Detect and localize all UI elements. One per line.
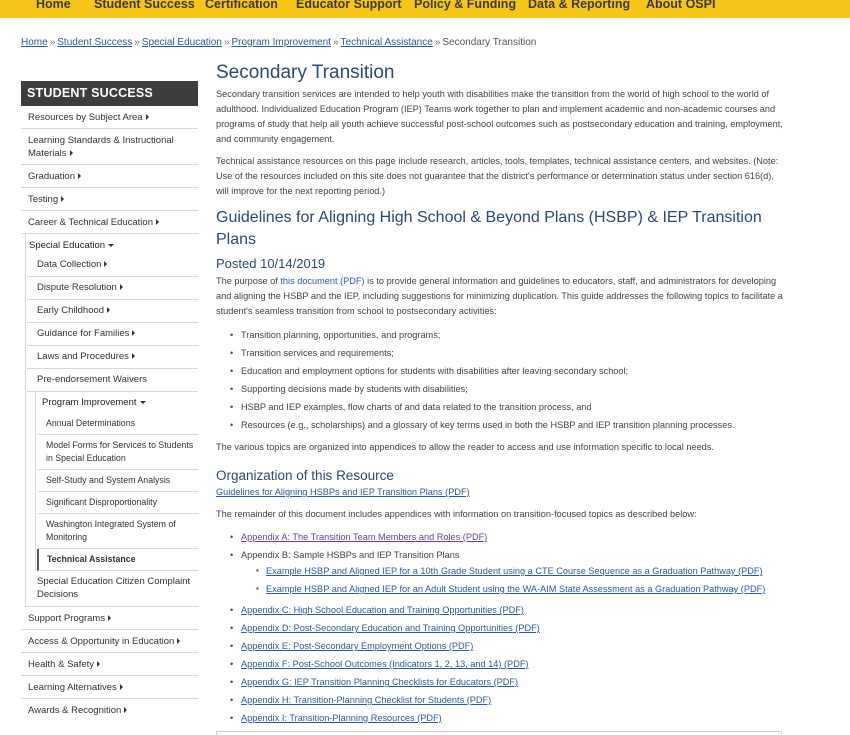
sidebar-item-annual-determinations[interactable]: Annual Determinations — [38, 413, 198, 435]
organization-doc-paragraph — [216, 485, 786, 500]
sidebar-item-early-childhood[interactable] — [27, 300, 198, 323]
sidebar-item-label: Learning Alternatives — [28, 682, 117, 693]
list-item: • Supporting decisions made by students with disabilities; — [216, 383, 786, 395]
caret-right-icon — [97, 661, 100, 667]
sidebar-item-testing[interactable] — [21, 188, 198, 211]
sidebar-program-improvement-group — [35, 392, 198, 571]
breadcrumb-current: Secondary Transition — [442, 37, 537, 48]
list-item — [216, 694, 786, 706]
purpose-paragraph — [216, 274, 786, 319]
sidebar-item-access-opportunity[interactable] — [21, 630, 198, 653]
appendix-list — [216, 531, 786, 724]
caret-right-icon — [120, 284, 123, 290]
list-item — [216, 549, 786, 595]
caret-right-icon — [132, 330, 135, 336]
list-item — [216, 658, 786, 670]
sidebar-item-special-education[interactable] — [26, 234, 198, 254]
caret-right-icon — [120, 684, 123, 690]
list-item: • Resources (e.g., scholarships) and a glossary of key terms used in both the HSBP and IEP transition planning processes. — [216, 419, 786, 431]
page-title: Secondary Transition — [216, 62, 395, 83]
sidebar-item-resources-by-subject[interactable] — [21, 106, 198, 129]
sidebar-item-label: Career & Technical Education — [28, 217, 153, 228]
appendix-note: The various topics are organized into appendices to allow the reader to access and use information specific to local needs. — [216, 442, 714, 452]
caret-right-icon — [70, 150, 73, 156]
sidebar-item-label: Graduation — [28, 171, 76, 182]
list-item — [216, 531, 786, 543]
nav-home[interactable]: Home — [36, 0, 71, 11]
list-item — [216, 712, 786, 724]
sidebar-item-label: Awards & Recognition — [28, 705, 122, 716]
caret-right-icon — [104, 261, 107, 267]
list-item — [216, 676, 786, 688]
sidebar-item-learning-alternatives[interactable] — [21, 676, 198, 699]
sidebar-item-label: Laws and Procedures — [37, 351, 129, 362]
appendix-d-link[interactable]: Appendix D: Post-Secondary Education and Training Opportunities (PDF) — [241, 623, 540, 633]
list-item — [216, 622, 786, 634]
breadcrumb-link-program-improvement[interactable]: Program Improvement — [231, 37, 331, 48]
guidelines-heading: Guidelines for Aligning High School & Beyond Plans (HSBP) & IEP Transition Plans — [216, 209, 762, 248]
example-10th-grade-link[interactable]: Example HSBP and Aligned IEP for a 10th Grade Student using a CTE Course Sequence as a Graduation Pathway (PDF) — [266, 566, 763, 576]
sidebar-item-dispute-resolution[interactable] — [27, 277, 198, 300]
sidebar-item-label: Special Education — [29, 240, 106, 251]
list-item: • HSBP and IEP examples, flow charts of and data related to the transition process, and — [216, 401, 786, 413]
breadcrumb — [21, 37, 536, 48]
sidebar-item-label: Guidance for Families — [37, 328, 130, 339]
sidebar-item-support-programs[interactable] — [21, 607, 198, 630]
breadcrumb-separator: » — [434, 37, 441, 48]
nav-policy-funding[interactable]: Policy & Funding — [414, 0, 517, 11]
caret-right-icon — [78, 173, 81, 179]
caret-right-icon — [107, 307, 110, 313]
sidebar-item-guidance-families[interactable] — [27, 323, 198, 346]
breadcrumb-separator: » — [223, 37, 230, 48]
caret-right-icon — [124, 707, 127, 713]
sidebar-item-label: Data Collection — [37, 259, 102, 270]
organization-heading: Organization of this Resource — [216, 468, 394, 483]
sidebar-item-citizen-complaint[interactable]: Special Education Citizen Complaint Decisions — [37, 576, 191, 600]
appendix-a-link[interactable]: Appendix A: The Transition Team Members and Roles (PDF) — [241, 532, 488, 542]
list-item: • Education and employment options for students with disabilities after leaving secondary school; — [216, 365, 786, 377]
sidebar-item-graduation[interactable] — [21, 165, 198, 188]
nav-certification[interactable]: Certification — [205, 0, 278, 11]
topics-list — [216, 329, 786, 431]
list-item — [216, 565, 786, 577]
breadcrumb-link-home[interactable]: Home — [21, 37, 48, 48]
sidebar-title: STUDENT SUCCESS — [21, 81, 198, 106]
list-item: • Transition services and requirements; — [216, 347, 786, 359]
intro-note-paragraph: Technical assistance resources on this page include research, articles, tools, templates, technical assistance centers, and websites. (Note: Use of the resources included on this site does not guarantee that the district's performance or determination status under section 616(d), will improve for the next reporting period.) — [216, 156, 779, 196]
sidebar-item-self-study[interactable]: Self-Study and System Analysis — [38, 470, 198, 492]
posted-date: Posted 10/14/2019 — [216, 256, 326, 271]
breadcrumb-separator: » — [49, 37, 56, 48]
nav-data-reporting[interactable]: Data & Reporting — [528, 0, 631, 11]
caret-right-icon — [177, 638, 180, 644]
sidebar-item-laws-procedures[interactable] — [27, 346, 198, 369]
list-item — [216, 604, 786, 616]
sidebar-item-label: Access & Opportunity in Education — [28, 636, 175, 647]
appendix-h-link[interactable]: Appendix H: Transition-Planning Checklist for Students (PDF) — [241, 695, 492, 705]
sidebar — [21, 81, 198, 721]
sidebar-item-label: Learning Standards & Instructional Materials — [28, 135, 174, 159]
guidelines-pdf-link[interactable]: Guidelines for Aligning HSBPs and IEP Transition Plans (PDF) — [216, 487, 470, 497]
sidebar-item-label: Testing — [28, 194, 59, 205]
caret-down-icon — [140, 401, 146, 404]
this-document-link[interactable]: this document (PDF) — [280, 276, 365, 286]
caret-down-icon — [108, 244, 114, 247]
caret-right-icon — [132, 353, 135, 359]
caret-right-icon — [146, 114, 149, 120]
sidebar-item-label: Program Improvement — [42, 397, 137, 408]
caret-right-icon — [108, 615, 111, 621]
breadcrumb-link-student-success[interactable]: Student Success — [57, 37, 133, 48]
sidebar-item-learning-standards[interactable] — [21, 129, 198, 165]
sidebar-item-label: Dispute Resolution — [37, 282, 117, 293]
purpose-text-end: is to provide general information and guidelines to educators, staff, and administrators for developing and aligning the HSBP and the IEP, including suggestions for minimizing duplication. This guide addresses the following topics to facilitate a student's seamless transition from school to postsecondary activities: — [216, 276, 783, 316]
sidebar-special-education-group — [25, 234, 198, 607]
sidebar-item-label: Support Programs — [28, 613, 106, 624]
appendix-b-sublist — [216, 565, 786, 595]
main-content — [216, 60, 786, 724]
sidebar-item-program-improvement[interactable] — [36, 392, 198, 413]
breadcrumb-link-special-education[interactable]: Special Education — [141, 37, 222, 48]
sidebar-item-label: Pre-endorsement Waivers — [37, 374, 147, 385]
sidebar-item-career-technical[interactable] — [21, 211, 198, 234]
sidebar-item-label: Resources by Subject Area — [28, 112, 143, 123]
appendix-b-label: Appendix B: Sample HSBPs and IEP Transition Plans — [241, 550, 460, 560]
sidebar-item-technical-assistance[interactable]: Technical Assistance — [37, 549, 198, 571]
sidebar-item-data-collection[interactable] — [27, 254, 198, 277]
intro-paragraph: Secondary transition services are intended to help youth with disabilities make the transition from the world of high school to the world of adulthood. Individualized Education Program (IEP) Teams work together to plan and implement academic and non-academic courses and programs of study that help all youth achieve successful post-school outcomes such as postsecondary education and training, employment, and community engagement. — [216, 89, 783, 144]
sidebar-item-significant-disproportionality[interactable]: Significant Disproportionality — [38, 492, 198, 514]
nav-educator-support[interactable]: Educator Support — [296, 0, 402, 11]
appendix-e-link[interactable]: Appendix E: Post-Secondary Employment Options (PDF) — [241, 641, 474, 651]
sidebar-item-wism[interactable]: Washington Integrated System of Monitoring — [38, 514, 198, 549]
caret-right-icon — [156, 219, 159, 225]
purpose-text-start: The purpose of — [216, 276, 281, 286]
caret-right-icon — [61, 196, 64, 202]
sidebar-item-model-forms[interactable]: Model Forms for Services to Students in Special Education — [38, 435, 198, 470]
list-item: • Transition planning, opportunities, and programs; — [216, 329, 786, 341]
sidebar-item-awards-recognition[interactable] — [21, 699, 198, 721]
content-box-edge — [216, 731, 782, 735]
nav-student-success[interactable]: Student Success — [94, 0, 195, 11]
sidebar-item-label: Health & Safety — [28, 659, 95, 670]
nav-about-ospi[interactable]: About OSPI — [646, 0, 716, 11]
remainder-paragraph: The remainder of this document includes appendices with information on transition-focused topics as described below: — [216, 509, 697, 519]
appendix-g-link[interactable]: Appendix G: IEP Transition Planning Checklists for Educators (PDF) — [241, 677, 519, 687]
list-item — [216, 583, 786, 595]
breadcrumb-separator: » — [134, 37, 140, 48]
breadcrumb-separator: » — [332, 37, 339, 48]
list-item — [216, 640, 786, 652]
appendix-i-link[interactable]: Appendix I: Transition-Planning Resources (PDF) — [241, 713, 442, 723]
sidebar-item-health-safety[interactable] — [21, 653, 198, 676]
sidebar-item-preendorsement[interactable] — [27, 369, 198, 392]
appendix-c-link[interactable]: Appendix C: High School Education and Training Opportunities (PDF) — [241, 605, 524, 615]
example-adult-student-link[interactable]: Example HSBP and Aligned IEP for an Adult Student using the WA-AIM State Assessment as a Graduation Pathway (PDF) — [266, 584, 766, 594]
appendix-f-link[interactable]: Appendix F: Post-School Outcomes (Indicators 1, 2, 13, and 14) (PDF) — [241, 659, 529, 669]
sidebar-item-label: Early Childhood — [37, 305, 105, 316]
breadcrumb-link-technical-assistance[interactable]: Technical Assistance — [340, 37, 433, 48]
top-navigation-bar — [0, 0, 850, 18]
